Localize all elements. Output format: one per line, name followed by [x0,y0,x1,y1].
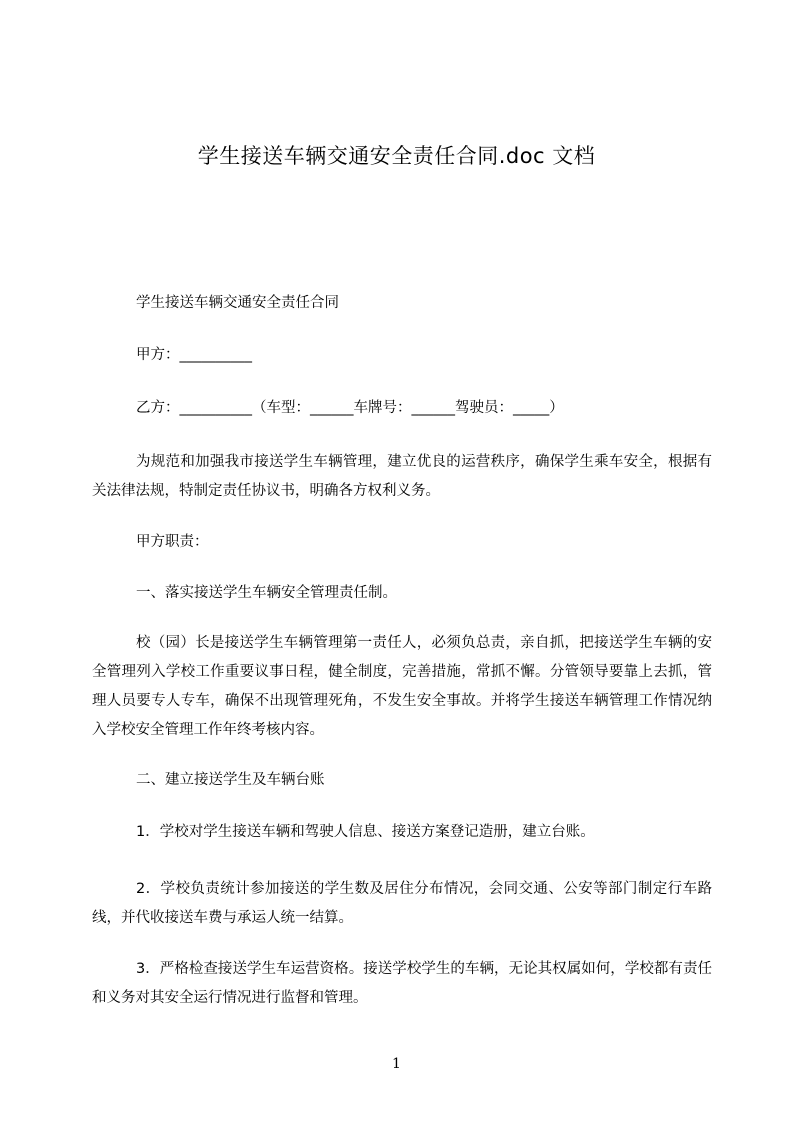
contract-heading: 学生接送车辆交通安全责任合同 [136,295,339,311]
section-one-heading: 一、落实接送学生车辆安全管理责任制。 [136,585,397,601]
item-1-paragraph: 1．学校对学生接送车辆和驾驶人信息、接送方案登记造册，建立台账。 [136,824,595,840]
section-two-heading: 二、建立接送学生及车辆台账 [136,772,325,788]
party-b-line: 乙方：__________（车型：______车牌号：______驾驶员：_____） [136,400,564,416]
party-a-duties-heading: 甲方职责： [136,534,209,550]
document-title: 学生接送车辆交通安全责任合同.doc 文档 [197,144,596,168]
page-number: 1 [392,1056,401,1072]
item-3-paragraph: 3．严格检查接送学生车运营资格。接送学校学生的车辆，无论其权属如何，学校都有责任和义务对其安全运行情况进行监督和管理。 [92,961,712,1006]
section-one-body: 校（园）长是接送学生车辆管理第一责任人，必须负总责，亲自抓，把接送学生车辆的安全管理列入学校工作重要议事日程，健全制度，完善措施，常抓不懈。分管领导要靠上去抓，管理人员要专人专车，确保不出现管理死角，不发生安全事故。并将学生接送车辆管理工作情况纳入学校安全管理工作年终考核内容。 [92,635,712,738]
item-2-paragraph: 2．学校负责统计参加接送的学生数及居住分布情况，会同交通、公安等部门制定行车路线，并代收接送车费与承运人统一结算。 [92,881,712,926]
intro-paragraph: 为规范和加强我市接送学生车辆管理，建立优良的运营秩序，确保学生乘车安全，根据有关法律法规，特制定责任协议书，明确各方权利义务。 [92,454,712,499]
party-a-line: 甲方：__________ [136,347,252,363]
